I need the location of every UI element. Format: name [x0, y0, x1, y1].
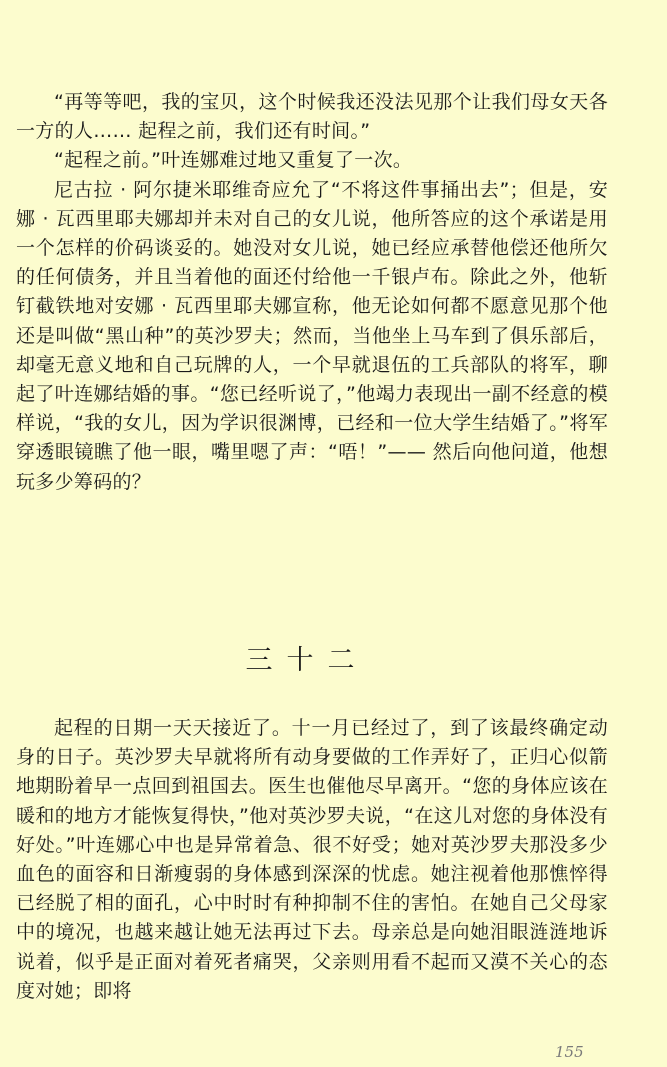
paragraph: “再等等吧，我的宝贝，这个时候我还没法见那个让我们母女天各一方的人…… 起程之前，我们还有时间。” [16, 91, 608, 143]
paragraph: “起程之前。”叶连娜难过地又重复了一次。 [54, 149, 413, 172]
page-number: 155 [555, 1043, 584, 1061]
text-section-before-chapter [16, 88, 608, 497]
chapter-heading: 三十二 [245, 645, 369, 676]
paragraph: 尼古拉 · 阿尔捷米耶维奇应允了“不将这件事捅出去”；但是，安娜 · 瓦西里耶夫娜却并未对自己的女儿说，他所答应的这个承诺是用一个怎样的价码谈妥的。她没对女儿说，她已经应承替他偿还他所欠的任何债务，并且当着他的面还付给他一千银卢布。除此之外，他斩钉截铁地对安娜 · 瓦西里耶夫娜宣称，他无论如何都不愿意见那个他还是叫做“黑山种”的英沙罗夫；然而，当他坐上马车到了俱乐部后，却毫无意义地和自己玩牌的人，一个早就退伍的工兵部队的将军，聊起了叶连娜结婚的事。“您已经听说了，”他竭力表现出一副不经意的模样说，“我的女儿，因为学识很渊博，已经和一位大学生结婚了。”将军穿透眼镜瞧了他一眼，嘴里嗯了声：“唔！”—— 然后向他问道，他想玩多少筹码的？ [16, 178, 608, 493]
text-section-chapter-body [16, 714, 608, 1006]
paragraph: 起程的日期一天天接近了。十一月已经过了，到了该最终确定动身的日子。英沙罗夫早就将所有动身要做的工作弄好了，正归心似箭地期盼着早一点回到祖国去。医生也催他尽早离开。“您的身体应该在暖和的地方才能恢复得快，”他对英沙罗夫说，“在这儿对您的身体没有好处。”叶连娜心中也是异常着急、很不好受；她对英沙罗夫那没多少血色的面容和日渐瘦弱的身体感到深深的忧虑。她注视着他那憔悴得已经脱了相的面孔，心中时时有种抑制不住的害怕。在她自己父母家中的境况，也越来越让她无法再过下去。母亲总是向她泪眼涟涟地诉说着，似乎是正面对着死者痛哭，父亲则用看不起而又漠不关心的态度对她；即将 [16, 717, 608, 1002]
